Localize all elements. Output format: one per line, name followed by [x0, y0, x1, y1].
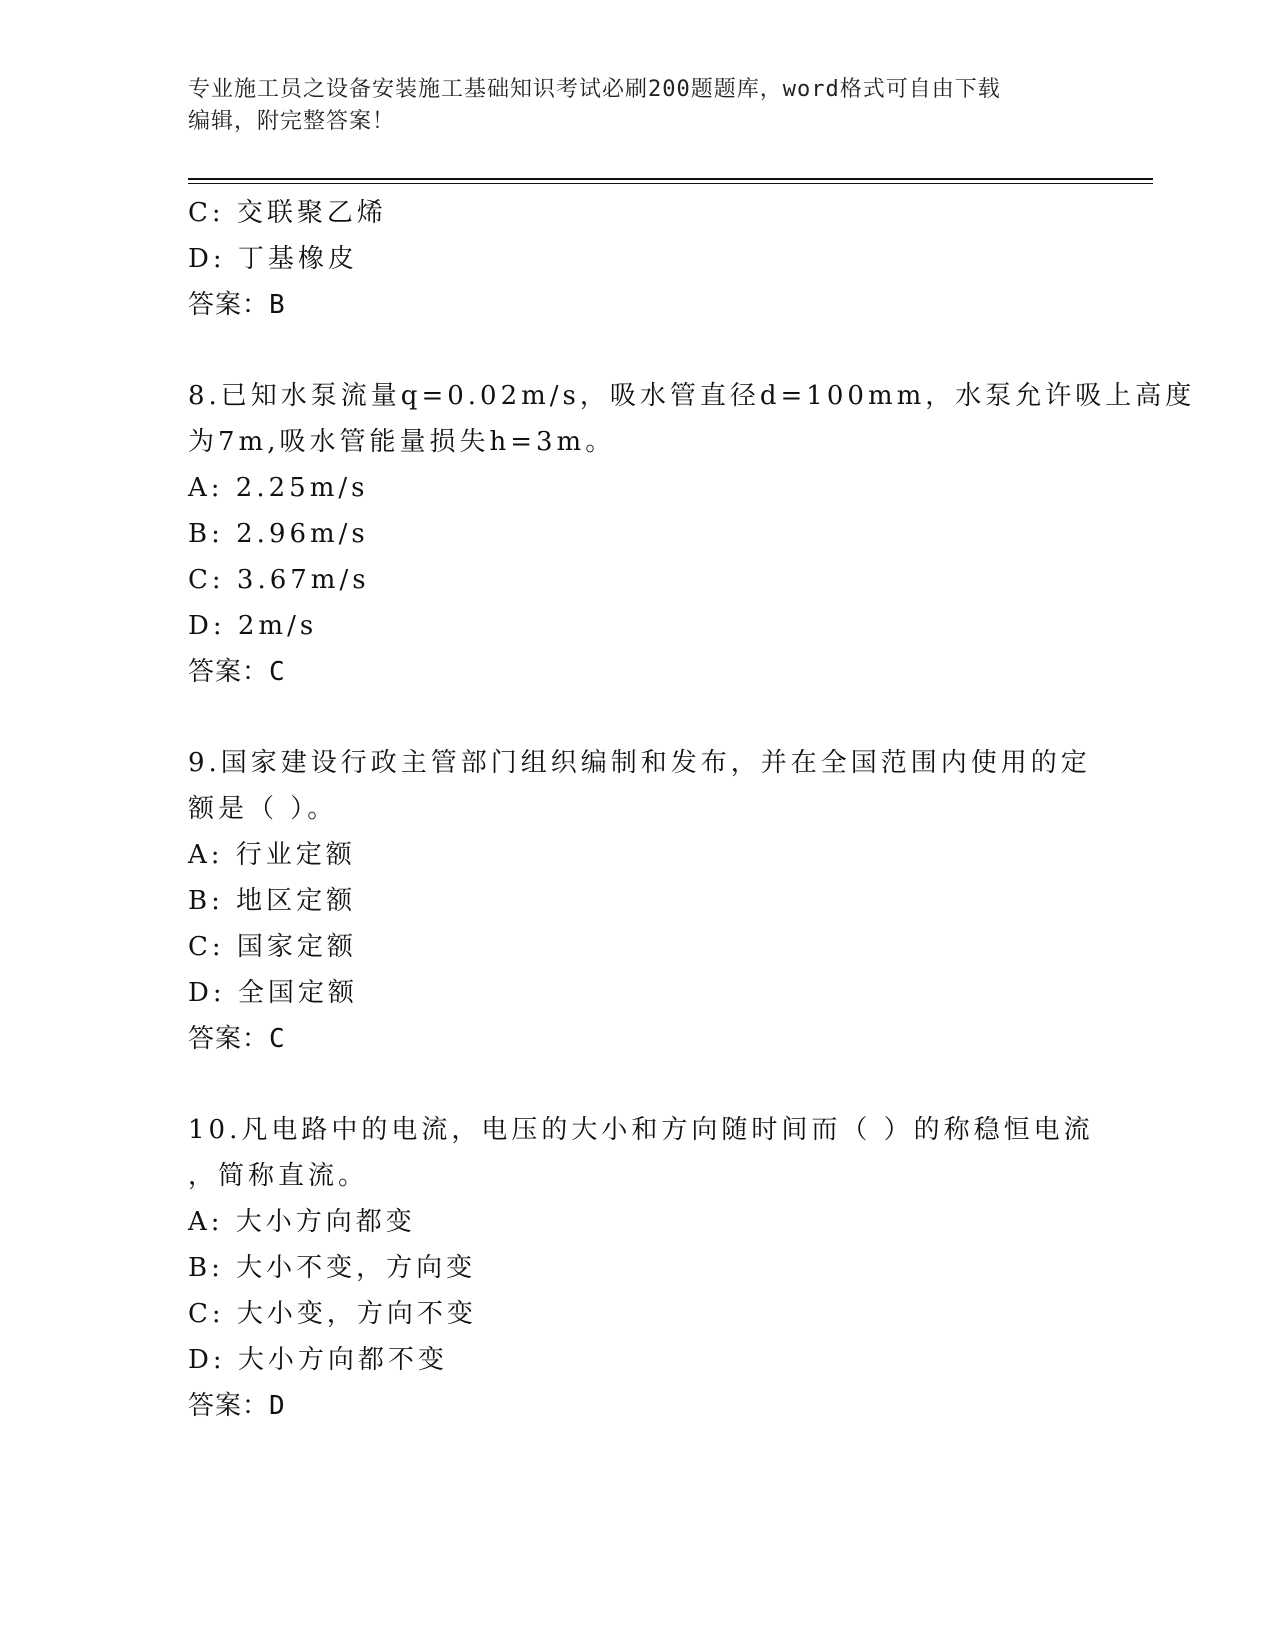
question-8: [188, 373, 1196, 695]
option-b: B: 大小不变，方向变: [188, 1253, 477, 1283]
option-a: A: 行业定额: [188, 840, 356, 870]
option-d: D: 大小方向都不变: [188, 1345, 448, 1375]
spacer: [188, 328, 1088, 373]
answer-line: 答案：B: [188, 290, 286, 320]
question-list: [188, 190, 1196, 1429]
header-title-line-1: 专业施工员之设备安装施工基础知识考试必刷200题题库，word格式可自由下载: [188, 77, 1001, 102]
option-a: A: 大小方向都变: [188, 1207, 416, 1237]
question-stem-line-1: 10.凡电路中的电流，电压的大小和方向随时间而（ ）的称稳恒电流: [188, 1115, 1094, 1145]
question-stem-line-2: ，简称直流。: [188, 1161, 369, 1191]
question-7-tail: [188, 190, 1088, 328]
question-stem-line-1: 9.国家建设行政主管部门组织编制和发布，并在全国范围内使用的定: [188, 748, 1091, 778]
spacer: [188, 695, 1088, 740]
option-a: A: 2.25m/s: [188, 473, 369, 503]
option-c: C: 大小变，方向不变: [188, 1299, 477, 1329]
question-stem-line-2: 为7m,吸水管能量损失h=3m。: [188, 427, 616, 457]
question-10: [188, 1107, 1094, 1429]
header-divider-thin: [188, 183, 1153, 184]
header-title-line-2: 编辑，附完整答案！: [188, 109, 396, 134]
option-d: D: 丁基橡皮: [188, 244, 358, 274]
option-b: B: 2.96m/s: [188, 519, 369, 549]
question-9: [188, 740, 1091, 1062]
question-stem-line-2: 额是（ ）。: [188, 794, 338, 824]
header-divider-thick: [188, 178, 1153, 180]
option-d: D: 全国定额: [188, 978, 358, 1008]
question-stem-line-1: 8.已知水泵流量q=0.02m/s，吸水管直径d=100mm，水泵允许吸上高度: [188, 381, 1196, 411]
option-b: B: 地区定额: [188, 886, 357, 916]
option-d: D: 2m/s: [188, 611, 318, 641]
answer-line: 答案：C: [188, 1024, 286, 1054]
answer-line: 答案：D: [188, 1391, 286, 1421]
option-c: C: 国家定额: [188, 932, 357, 962]
option-c: C: 交联聚乙烯: [188, 198, 387, 228]
spacer: [188, 1062, 1088, 1107]
answer-line: 答案：C: [188, 657, 286, 687]
option-c: C: 3.67m/s: [188, 565, 370, 595]
document-header: [188, 74, 1078, 138]
